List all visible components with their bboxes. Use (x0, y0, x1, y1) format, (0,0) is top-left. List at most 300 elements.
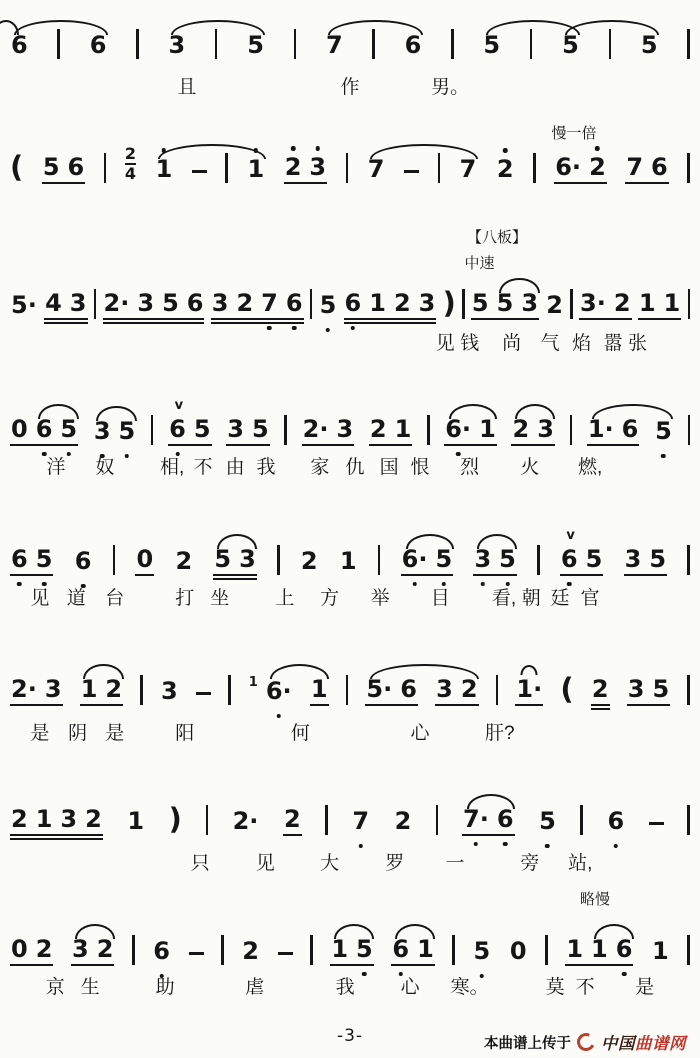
music-system-1 (0, 16, 700, 60)
lyric-char: 是 (635, 977, 655, 998)
barline (687, 675, 690, 705)
note-digit: 3 (418, 289, 436, 317)
note-digit: 5 (36, 547, 53, 571)
lyric-char: 张 (628, 333, 648, 354)
note-group (625, 155, 668, 184)
note-digit: 6 (89, 31, 107, 59)
note-group (174, 549, 193, 576)
note-digit: 3 (44, 675, 62, 703)
octave-dot-below (614, 844, 619, 849)
note-digit: 6 (286, 291, 303, 315)
note-digit: 3 (137, 289, 155, 317)
note-group (302, 417, 355, 446)
breath-mark: v (566, 528, 575, 543)
note-group (10, 417, 78, 446)
note-digit: 5 (562, 31, 579, 59)
note-digit: 5 (655, 419, 672, 443)
note-group (471, 291, 539, 320)
note-group (587, 417, 640, 446)
lyric-char: 钱 (460, 333, 480, 354)
lyric-char: 且 (177, 77, 197, 98)
barline (570, 289, 573, 319)
note-group (10, 547, 53, 576)
note-digit: 5 (252, 415, 269, 443)
barline (215, 29, 218, 59)
music-system-7 (0, 792, 700, 836)
note-group (640, 33, 659, 60)
barline (687, 29, 690, 59)
parenthesis: ( (560, 672, 574, 706)
note-digit: 5 (162, 289, 179, 317)
note-group (319, 293, 338, 320)
dash-extension (649, 822, 664, 826)
note-digit: 2 (393, 289, 411, 317)
octave-dot-above (316, 146, 321, 151)
note-digit: 5 (193, 415, 211, 443)
barline (436, 805, 439, 835)
parenthesis: ( (10, 150, 24, 184)
note-digit: 3 (309, 155, 326, 179)
lyric-char: 阳 (175, 723, 195, 744)
lyric-char: 大 (320, 853, 340, 874)
note-digit: 5 (652, 675, 670, 703)
octave-dot-below (481, 582, 486, 587)
note-digit: 6· (555, 153, 582, 181)
octave-dot-below (622, 972, 627, 977)
time-sig-denominator: 4 (124, 164, 136, 184)
note-group (435, 677, 478, 706)
note-digit: 6 v (561, 547, 578, 571)
lyric-char: 仇 (345, 457, 365, 478)
note-group (473, 547, 516, 576)
lyric-char: 我 (335, 977, 355, 998)
note-digit: 1 (310, 675, 328, 703)
note-digit: 2 (497, 157, 514, 181)
note-digit: 0 (11, 415, 28, 443)
note-digit: 6 (11, 31, 28, 59)
note-digit: 2· (103, 289, 130, 317)
lyric-char: 阴 (68, 723, 88, 744)
note-digit: 5 (640, 31, 658, 59)
lyric-char: 只 (190, 853, 210, 874)
note-digit: 7· (463, 807, 489, 831)
barline (228, 675, 231, 705)
note-digit: 3 (537, 415, 554, 443)
note-digit: 1 (652, 937, 669, 965)
note-digit: 1 (331, 935, 349, 963)
lyric-char: 气 (540, 333, 560, 354)
note-digit: 3 (69, 289, 87, 317)
note-group (284, 155, 327, 184)
barline (462, 289, 465, 319)
octave-dot-below (351, 326, 356, 331)
note-digit: 3 (521, 289, 539, 317)
note-digit: 7 (367, 155, 385, 183)
note-digit: 3 (239, 545, 256, 573)
barline (151, 415, 154, 445)
note-group (394, 809, 413, 836)
music-system-4 (0, 398, 700, 446)
barline (609, 29, 612, 59)
barline (104, 153, 107, 183)
dash-extension (404, 170, 419, 174)
barline (136, 29, 139, 59)
barline (372, 29, 375, 59)
note-digit: 1· (587, 415, 614, 443)
lyric-char: 不 (193, 457, 213, 478)
lyric-char: 打 (175, 588, 195, 609)
note-group (44, 291, 87, 320)
note-digit: 0 (509, 937, 527, 965)
note-group (74, 549, 93, 576)
note-digit: 2 (613, 289, 631, 317)
lyric-char: 作 (340, 77, 360, 98)
octave-dot-below (412, 582, 417, 587)
octave-dot-below (358, 844, 363, 849)
note-digit: 2 (11, 805, 28, 833)
lyric-char: 由 (225, 457, 245, 478)
note-group (325, 33, 344, 60)
note-group (351, 809, 370, 836)
octave-dot-below (362, 972, 367, 977)
note-digit: 3 (211, 289, 229, 317)
barline (284, 415, 287, 445)
page-number: -3- (336, 1026, 364, 1046)
dash-extension (192, 170, 207, 174)
note-group (515, 677, 543, 706)
lyric-char: 恨 (410, 457, 430, 478)
lyric-char: 助 (155, 977, 175, 998)
note-group (606, 809, 625, 836)
note-group (89, 33, 108, 60)
note-group (579, 291, 632, 320)
note-group (152, 939, 171, 966)
lyric-char: 廷 (550, 588, 570, 609)
note-digit: 5 (483, 31, 501, 59)
note-digit: 3 (436, 675, 453, 703)
note-group (10, 293, 38, 320)
note-digit: 2 (589, 155, 606, 179)
note-digit: 2 (175, 547, 193, 575)
note-digit: 6· (266, 679, 292, 703)
note-group (248, 666, 293, 706)
lyric-char: 寒。 (450, 977, 489, 998)
octave-dot-below (503, 842, 508, 847)
barline (57, 29, 60, 59)
note-group (103, 291, 205, 320)
note-digit: 1 (394, 415, 412, 443)
note-digit: 2· (232, 807, 259, 835)
lyric-char: 奴 (95, 457, 115, 478)
note-digit: 5· (11, 291, 37, 319)
lyric-char: 一 (445, 853, 465, 874)
barline (688, 415, 691, 445)
note-digit: 2 (284, 805, 301, 833)
note-digit: 3 (60, 805, 78, 833)
note-digit: 3 (161, 677, 178, 705)
lyric-char: 莫 (545, 977, 565, 998)
lyric-char: 是 (30, 723, 50, 744)
site-name-net: 曲谱网 (635, 1035, 686, 1053)
note-digit: 1 (638, 289, 656, 317)
note-group (554, 155, 607, 184)
note-digit: 3 (227, 415, 244, 443)
note-digit: 7 (626, 153, 644, 181)
barline (221, 935, 224, 965)
note-digit: 5 (356, 937, 373, 961)
note-digit: 1 (339, 547, 357, 575)
note-digit: 2 (285, 155, 302, 179)
note-digit: 6 (11, 547, 28, 571)
note-digit: 2 (35, 935, 53, 963)
note-digit: 2 (236, 289, 254, 317)
note-digit: 6 (607, 809, 624, 833)
barline (580, 805, 583, 835)
note-digit: 6 (186, 289, 204, 317)
barline (346, 153, 349, 183)
note-group (365, 677, 418, 706)
site-name (601, 1030, 686, 1054)
octave-dot-above (503, 148, 508, 153)
lyric-char: 相, (160, 457, 185, 478)
note-group (627, 677, 670, 706)
note-group (330, 937, 373, 966)
note-digit: 2 (591, 675, 609, 703)
note-digit: 2 (460, 675, 478, 703)
lyric-char: 见 (30, 588, 50, 609)
note-digit: 6 v (169, 417, 186, 441)
barline (496, 675, 499, 705)
note-digit: 2 (512, 415, 530, 443)
time-sig-numerator: 2 (124, 144, 136, 164)
note-digit: 6 (345, 291, 362, 315)
lyric-char: 我 (256, 457, 276, 478)
note-digit: 3· (580, 289, 606, 317)
note-digit: 6 (36, 417, 53, 441)
note-digit: 0 (136, 545, 154, 573)
note-digit: 6 (392, 937, 409, 961)
note-digit: 6 (621, 415, 639, 443)
lyric-char: 坐 (210, 588, 230, 609)
barline (310, 935, 313, 965)
note-group (391, 937, 434, 966)
note-group (10, 677, 63, 706)
lyric-char: 上 (275, 588, 295, 609)
barline (537, 545, 540, 575)
note-digit: 5 (539, 809, 556, 833)
note-group (10, 33, 29, 60)
note-group (560, 528, 603, 576)
octave-dot-below (125, 454, 130, 459)
barline (438, 153, 441, 183)
note-group (654, 419, 673, 446)
note-digit: 2 (394, 807, 412, 835)
note-digit: 6 (75, 549, 92, 573)
barline (687, 935, 690, 965)
note-group (226, 417, 269, 446)
site-name-cn: 中国 (601, 1035, 635, 1053)
octave-dot-above (291, 146, 296, 151)
note-digit: 5 (649, 545, 667, 573)
note-digit: 6 (400, 675, 417, 703)
lyric-char: 嚣 (603, 333, 623, 354)
lyric-char: 举 (370, 588, 390, 609)
note-group (283, 807, 302, 836)
note-digit: 3 (627, 675, 645, 703)
note-digit: 7 (459, 155, 477, 183)
note-group (511, 417, 554, 446)
lyric-char: 不 (575, 977, 595, 998)
note-digit: 7 (352, 809, 369, 833)
note-digit: 0 (11, 935, 28, 963)
lyric-char: 虐 (245, 977, 265, 998)
barline (530, 29, 533, 59)
note-digit: 5 (499, 547, 516, 571)
music-system-3 (0, 276, 700, 320)
uploader-watermark (484, 1030, 686, 1054)
note-digit: 3 (474, 547, 491, 571)
lyric-char: 旁 (520, 853, 540, 874)
music-system-8 (0, 922, 700, 966)
octave-dot-below (267, 326, 272, 331)
note-digit: 1 (156, 157, 173, 181)
note-digit: 4 (45, 289, 62, 317)
barline (570, 415, 573, 445)
music-system-5 (0, 528, 700, 576)
lyric-char: 京 (45, 977, 65, 998)
octave-dot-above (254, 148, 259, 153)
note-group (310, 677, 329, 706)
note-group (401, 547, 454, 576)
site-logo-icon (574, 1030, 597, 1053)
barline (346, 675, 349, 705)
lyric-char: 台 (105, 588, 125, 609)
note-digit: 5 (585, 545, 603, 573)
lyric-char: 道 (66, 588, 86, 609)
lyric-char: 尚 (502, 333, 522, 354)
note-digit: 6· (445, 417, 471, 441)
note-digit: 1 (479, 415, 496, 443)
note-group (444, 417, 497, 446)
note-digit: 2· (11, 675, 37, 703)
octave-dot-below (276, 714, 281, 719)
note-digit: 5· (366, 675, 393, 703)
barline (687, 153, 690, 183)
barline (225, 153, 228, 183)
note-group (369, 417, 412, 446)
lyric-char: 何 (290, 723, 310, 744)
note-digit: 1 (248, 675, 258, 690)
note-digit: 5 (471, 289, 489, 317)
lyric-char: 火 (520, 457, 540, 478)
barline (206, 805, 209, 835)
note-digit: 6 (153, 939, 170, 963)
note-digit: 6· (402, 547, 428, 571)
note-digit: 5 (320, 293, 337, 317)
octave-dot-above (162, 148, 167, 153)
note-group (565, 937, 633, 966)
octave-dot-below (326, 328, 331, 333)
lyric-char: 焰 (572, 333, 592, 354)
lyric-char: 烈 (460, 457, 480, 478)
lyric-char: 心 (410, 723, 430, 744)
note-group (462, 807, 515, 836)
note-group (10, 937, 53, 966)
note-group (213, 547, 256, 576)
dash-extension (278, 952, 293, 956)
barline (452, 935, 455, 965)
note-digit: 5 (474, 939, 491, 963)
note-group (482, 33, 501, 60)
lyric-char: 目 (430, 588, 450, 609)
note-group (545, 293, 564, 320)
lyric-char: 朝 (521, 588, 541, 609)
note-digit: 6 (616, 937, 633, 961)
dash-extension (196, 692, 211, 696)
note-digit: 6 (651, 153, 668, 181)
barline (94, 289, 97, 319)
note-group (367, 157, 386, 184)
note-digit: 3 (168, 31, 186, 59)
octave-dot-below (474, 842, 479, 847)
tie-hat (521, 665, 538, 675)
lyric-char: 洋 (46, 457, 66, 478)
barline (533, 153, 536, 183)
octave-dot-below (545, 844, 550, 849)
note-group (135, 547, 154, 576)
note-digit: 2 (300, 547, 318, 575)
lyric-char: 男。 (431, 77, 470, 98)
barline (325, 805, 328, 835)
time-signature (125, 146, 136, 183)
note-group (246, 157, 265, 184)
note-digit: 1 (369, 289, 386, 317)
barline (132, 935, 135, 965)
note-group (591, 677, 610, 706)
note-group (344, 291, 437, 320)
lyric-char: 心 (400, 977, 420, 998)
music-system-2 (0, 140, 700, 184)
note-digit: 5 (496, 289, 514, 317)
lyric-char: 燃, (577, 457, 603, 478)
barline (545, 935, 548, 965)
note-digit: 2 (369, 415, 387, 443)
note-group (155, 157, 174, 184)
note-group (167, 33, 186, 60)
note-digit: 7 (261, 291, 278, 315)
octave-dot-below (661, 454, 666, 459)
note-digit: 5 (119, 419, 136, 443)
note-group (624, 547, 667, 576)
note-digit: 3 (336, 415, 354, 443)
note-digit: 1 (247, 157, 264, 181)
note-digit: 1 (35, 805, 53, 833)
lyric-char: 国 (379, 457, 399, 478)
note-digit: 3 (624, 545, 642, 573)
note-group (10, 807, 103, 836)
barline (113, 545, 116, 575)
parenthesis: ) (168, 802, 182, 836)
barline (688, 289, 691, 319)
uploader-label: 本曲谱上传于 (484, 1035, 571, 1052)
lyric-char: 家 (310, 457, 330, 478)
note-digit: 2 (85, 805, 102, 833)
note-digit: 3 (94, 419, 111, 443)
lyric-char: 官 (580, 588, 600, 609)
barline (294, 29, 297, 59)
barline (310, 289, 313, 319)
note-group (651, 939, 670, 966)
